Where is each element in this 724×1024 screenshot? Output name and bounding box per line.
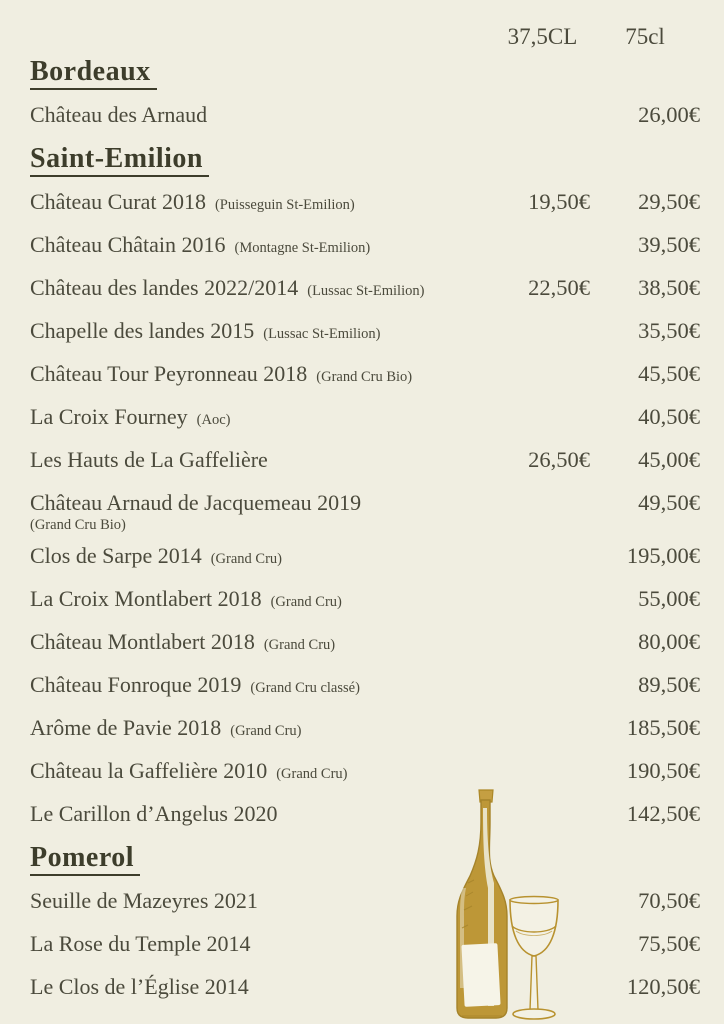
menu-item-annotation: (Grand Cru Bio)	[30, 517, 126, 533]
price-75cl: 142,50€	[626, 801, 700, 826]
menu-item-row	[30, 930, 700, 961]
menu-item-row	[30, 360, 700, 391]
menu-item-name-wrap	[30, 403, 495, 434]
price-75cl: 185,50€	[626, 715, 700, 740]
price-column-headers	[30, 24, 700, 54]
menu-item-annotation: (Grand Cru)	[276, 766, 348, 782]
menu-item-row	[30, 714, 700, 745]
menu-item-annotation: (Grand Cru)	[263, 637, 336, 653]
menu-item-name: Château des Arnaud	[30, 102, 208, 127]
section-title-wrap	[30, 57, 700, 90]
price-75cl: 40,50€	[638, 404, 700, 429]
price-75cl: 39,50€	[638, 232, 700, 257]
price-37cl: 22,50€	[528, 275, 590, 300]
menu-item-name-wrap	[30, 930, 495, 961]
price-75cl: 190,50€	[626, 758, 700, 783]
menu-item-name: Le Clos de l’Église 2014	[30, 974, 249, 999]
menu-item-row	[30, 628, 700, 659]
menu-item-row	[30, 542, 700, 573]
menu-item-annotation: (Grand Cru)	[230, 723, 302, 739]
menu-item-annotation: (Grand Cru Bio)	[316, 369, 413, 385]
menu-item-row	[30, 671, 700, 702]
menu-item-name: Seuille de Mazeyres 2021	[30, 888, 258, 913]
price-75cl: 75,50€	[638, 931, 700, 956]
menu-item-annotation: (Lussac St-Emilion)	[307, 283, 425, 299]
menu-item-row	[30, 101, 700, 132]
section-title: Pomerol	[30, 843, 140, 876]
menu-item-row	[30, 800, 700, 831]
price-75cl: 49,50€	[638, 490, 700, 515]
price-37cl: 19,50€	[528, 189, 590, 214]
menu-item-name: Château Châtain 2016	[30, 232, 226, 257]
menu-item-annotation: (Grand Cru)	[210, 551, 282, 567]
menu-item-name: Château Montlabert 2018	[30, 629, 255, 654]
menu-item-annotation: (Grand Cru)	[270, 594, 342, 610]
menu-item-name-wrap	[30, 101, 495, 132]
price-75cl: 45,50€	[638, 361, 700, 386]
menu-item-row	[30, 231, 700, 262]
menu-item-name-wrap	[30, 231, 495, 262]
menu-item-name: Le Carillon d’Angelus 2020	[30, 801, 278, 826]
menu-item-name-wrap	[30, 671, 495, 702]
menu-item-row	[30, 585, 700, 616]
menu-item-row	[30, 973, 700, 1004]
wine-bottle-and-glass-illustration	[448, 788, 568, 1024]
menu-item-annotation: (Aoc)	[196, 412, 231, 428]
menu-item-name: Chapelle des landes 2015	[30, 318, 255, 343]
section-title-wrap	[30, 144, 700, 177]
menu-section-bordeaux	[30, 57, 700, 132]
price-75cl: 35,50€	[638, 318, 700, 343]
wine-bottle-icon	[457, 790, 507, 1018]
menu-item-name: La Croix Fourney	[30, 404, 188, 429]
menu-item-annotation: (Puisseguin St-Emilion)	[214, 197, 355, 213]
menu-item-name: Château Arnaud de Jacquemeau 2019	[30, 490, 362, 515]
column-header-75cl: 75cl	[625, 24, 665, 49]
menu-item-name: Les Hauts de La Gaffelière	[30, 447, 268, 472]
section-title: Saint-Emilion	[30, 144, 209, 177]
menu-item-name-wrap	[30, 887, 495, 918]
menu-item-name-wrap	[30, 188, 495, 219]
price-75cl: 29,50€	[638, 189, 700, 214]
menu-item-name-wrap	[30, 714, 495, 745]
menu-item-name: Château des landes 2022/2014	[30, 275, 299, 300]
menu-item-name-wrap	[30, 446, 495, 477]
menu-item-name-wrap	[30, 489, 495, 532]
menu-item-row	[30, 274, 700, 305]
menu-item-name-wrap	[30, 317, 495, 348]
menu-item-row	[30, 403, 700, 434]
menu-item-row	[30, 188, 700, 219]
price-75cl: 38,50€	[638, 275, 700, 300]
menu-section-pomerol	[30, 843, 700, 1004]
price-75cl: 80,00€	[638, 629, 700, 654]
menu-item-name-wrap	[30, 360, 495, 391]
price-75cl: 55,00€	[638, 586, 700, 611]
menu-item-annotation: (Grand Cru classé)	[250, 680, 360, 696]
menu-section-saint-emilion	[30, 144, 700, 831]
section-title-wrap	[30, 843, 700, 876]
wine-glass-icon	[510, 897, 558, 1020]
price-75cl: 26,00€	[638, 102, 700, 127]
menu-item-name: Arôme de Pavie 2018	[30, 715, 222, 740]
menu-item-annotation: (Lussac St-Emilion)	[263, 326, 381, 342]
menu-item-name: Château Tour Peyronneau 2018	[30, 361, 308, 386]
menu-item-name-wrap	[30, 757, 495, 788]
menu-item-name: La Rose du Temple 2014	[30, 931, 251, 956]
price-75cl: 45,00€	[638, 447, 700, 472]
menu-item-name-wrap	[30, 585, 495, 616]
menu-item-name-wrap	[30, 800, 495, 831]
price-75cl: 195,00€	[626, 543, 700, 568]
menu-item-name-wrap	[30, 628, 495, 659]
menu-item-name: La Croix Montlabert 2018	[30, 586, 262, 611]
price-75cl: 89,50€	[638, 672, 700, 697]
menu-item-row	[30, 446, 700, 477]
price-75cl: 120,50€	[626, 974, 700, 999]
menu-item-row	[30, 489, 700, 532]
menu-item-row	[30, 757, 700, 788]
menu-item-name-wrap	[30, 274, 495, 305]
menu-item-name-wrap	[30, 542, 495, 573]
menu-item-annotation: (Montagne St-Emilion)	[234, 240, 371, 256]
section-title: Bordeaux	[30, 57, 157, 90]
price-37cl: 26,50€	[528, 447, 590, 472]
menu-item-name: Château la Gaffelière 2010	[30, 758, 268, 783]
column-header-37cl: 37,5CL	[507, 24, 578, 49]
menu-item-name: Château Fonroque 2019	[30, 672, 242, 697]
price-75cl: 70,50€	[638, 888, 700, 913]
menu-item-name: Clos de Sarpe 2014	[30, 543, 202, 568]
menu-item-name-wrap	[30, 973, 495, 1004]
menu-sections	[30, 57, 700, 1004]
menu-item-name: Château Curat 2018	[30, 189, 206, 214]
menu-item-row	[30, 317, 700, 348]
menu-item-row	[30, 887, 700, 918]
